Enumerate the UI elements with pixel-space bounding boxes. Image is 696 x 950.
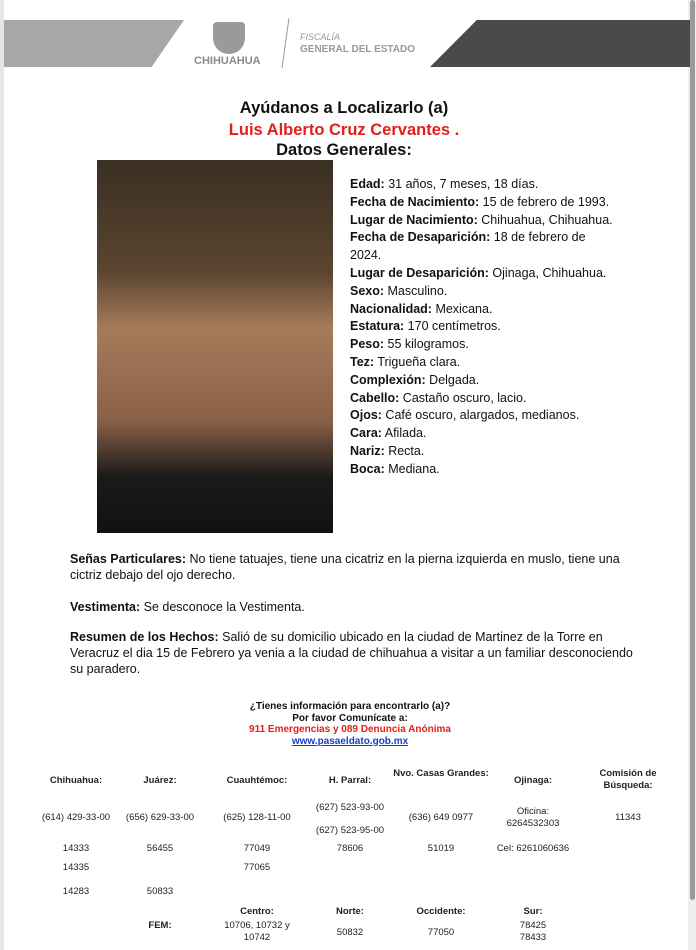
table-header: Chihuahua: — [49, 775, 103, 786]
detail-item — [350, 425, 620, 443]
detail-value: Mexicana. — [431, 301, 493, 316]
vestimenta — [70, 599, 640, 615]
vestimenta-value: Se desconoce la Vestimenta. — [140, 600, 305, 614]
detail-label: Tez: — [350, 354, 375, 369]
phone: (627) 523-93-00 — [315, 802, 385, 813]
agency-line2: GENERAL DEL ESTADO — [300, 44, 416, 55]
detail-value: Mediana. — [384, 461, 440, 476]
detail-label: Nariz: — [350, 443, 385, 458]
resumen-label: Resumen de los Hechos: — [70, 630, 219, 644]
detail-label: Cabello: — [350, 390, 400, 405]
fem-occidente: 77050 — [427, 927, 455, 938]
extension: 56455 — [146, 843, 174, 854]
detail-label: Complexión: — [350, 372, 426, 387]
detail-label: Lugar de Nacimiento: — [350, 212, 478, 227]
senas-particulares — [70, 551, 640, 583]
detail-value: Afilada. — [381, 426, 427, 441]
detail-label: Peso: — [350, 337, 385, 352]
detail-label: Cara: — [350, 426, 382, 441]
scrollbar-thumb[interactable] — [690, 0, 695, 900]
detail-value: Trigueña clara. — [374, 354, 461, 369]
contact-question: ¿Tienes información para encontrarlo (a)? — [249, 701, 451, 712]
detail-label: Boca: — [350, 461, 385, 476]
fem-sur-label: Sur: — [523, 906, 543, 917]
detail-label: Edad: — [350, 177, 385, 191]
logo-divider — [282, 18, 290, 68]
logo-text: CHIHUAHUA — [194, 55, 261, 67]
fem-centro-label: Centro: — [240, 906, 274, 917]
extension: Cel: 6261060636 — [496, 843, 570, 854]
phone: Oficina: 6264532303 — [506, 806, 560, 829]
extension: 51019 — [427, 843, 455, 854]
table-header: Comisión de Búsqueda: — [599, 768, 657, 791]
senas-value: No tiene tatuajes, tiene una cicatriz en la pierna izquierda en muslo, tiene una cictriz debajo del ojo derecho. — [70, 552, 620, 582]
table-header: Ojinaga: — [513, 775, 552, 786]
detail-item — [350, 265, 620, 283]
website-link[interactable]: www.pasaeldato.gob.mx — [291, 735, 409, 747]
detail-item — [350, 354, 620, 372]
table-header: H. Parral: — [328, 775, 372, 786]
detail-value: Masculino. — [384, 283, 448, 298]
detail-label: Estatura: — [350, 319, 405, 334]
details-list — [350, 176, 620, 479]
header-bar-left — [4, 20, 184, 67]
detail-item — [350, 318, 620, 336]
table-header: Cuauhtémoc: — [226, 775, 288, 786]
detail-item — [350, 212, 620, 230]
detail-item — [350, 283, 620, 301]
detail-value: Recta. — [384, 443, 425, 458]
detail-label: Nacionalidad: — [350, 301, 432, 316]
scrollbar[interactable] — [688, 0, 696, 950]
extension: 50833 — [146, 886, 174, 897]
agency-line1: FISCALÍA — [300, 32, 341, 42]
detail-item — [350, 390, 620, 408]
extension: 77049 — [243, 843, 271, 854]
person-name: Luis Alberto Cruz Cervantes . — [228, 121, 460, 139]
detail-label: Fecha de Desaparición: — [350, 230, 491, 245]
fem-label: FEM: — [148, 920, 172, 931]
phone: (656) 629-33-00 — [125, 812, 195, 823]
detail-value: Chihuahua, Chihuahua. — [477, 212, 613, 227]
phone: (625) 128-11-00 — [223, 812, 291, 823]
fem-occidente-label: Occidente: — [416, 906, 466, 917]
table-header: Nvo. Casas Grandes: — [393, 768, 489, 779]
extension: 14333 — [62, 843, 90, 854]
detail-label: Fecha de Nacimiento: — [350, 194, 480, 209]
fem-sur: 78425 78433 — [519, 920, 547, 943]
header-bar-right — [430, 20, 690, 67]
detail-item — [350, 176, 620, 194]
detail-value: 18 de febrero de 2024. — [350, 230, 586, 263]
detail-item — [350, 443, 620, 461]
detail-value: Castaño oscuro, lacio. — [399, 390, 527, 405]
detail-item — [350, 336, 620, 354]
detail-item — [350, 461, 620, 479]
section-title: Datos Generales: — [276, 141, 412, 159]
detail-item — [350, 407, 620, 425]
resumen-value: Salió de su domicilio ubicado en la ciudad de Martinez de la Torre en Veracruz el dia 15 de Febrero ya venia a la ciudad de chihuahua a visitar a un familiar desconociendo su paradero. — [70, 630, 633, 676]
detail-value: Café oscuro, alargados, medianos. — [381, 408, 580, 423]
person-photo — [97, 160, 333, 533]
detail-value: 170 centímetros. — [404, 319, 501, 334]
detail-value: 31 años, 7 meses, 18 días. — [384, 177, 539, 191]
detail-item — [350, 372, 620, 390]
fem-norte: 50832 — [336, 927, 364, 938]
extension: 14283 — [62, 886, 90, 897]
phone: (614) 429-33-00 — [41, 812, 111, 823]
vestimenta-label: Vestimenta: — [70, 600, 141, 614]
table-header: Juárez: — [143, 775, 177, 786]
senas-label: Señas Particulares: — [70, 552, 187, 566]
phone: (627) 523-95-00 — [315, 825, 385, 836]
page-title: Ayúdanos a Localizarlo (a) — [239, 99, 449, 117]
resumen-hechos — [70, 629, 640, 677]
extension: 78606 — [336, 843, 364, 854]
phone: (636) 649 0977 — [408, 812, 474, 823]
extension: 77065 — [243, 862, 271, 873]
detail-value: Ojinaga, Chihuahua. — [488, 265, 607, 280]
detail-item — [350, 301, 620, 319]
detail-label: Sexo: — [350, 283, 385, 298]
fem-centro: 10706, 10732 y 10742 — [224, 920, 290, 943]
contact-block — [0, 701, 696, 747]
extension: 14335 — [62, 862, 90, 873]
phone: 11343 — [615, 812, 641, 823]
detail-value: 15 de febrero de 1993. — [479, 194, 610, 209]
detail-value: Delgada. — [425, 372, 480, 387]
contact-call: Por favor Comunícate a: — [292, 712, 408, 724]
detail-item — [350, 229, 620, 265]
shield-logo-icon — [213, 22, 245, 54]
detail-item — [350, 194, 620, 212]
emergency-numbers: 911 Emergencias y 089 Denuncia Anónima — [249, 724, 451, 735]
detail-label: Ojos: — [350, 408, 382, 423]
detail-label: Lugar de Desaparición: — [350, 265, 489, 280]
fem-norte-label: Norte: — [336, 906, 364, 917]
detail-value: 55 kilogramos. — [384, 337, 469, 352]
